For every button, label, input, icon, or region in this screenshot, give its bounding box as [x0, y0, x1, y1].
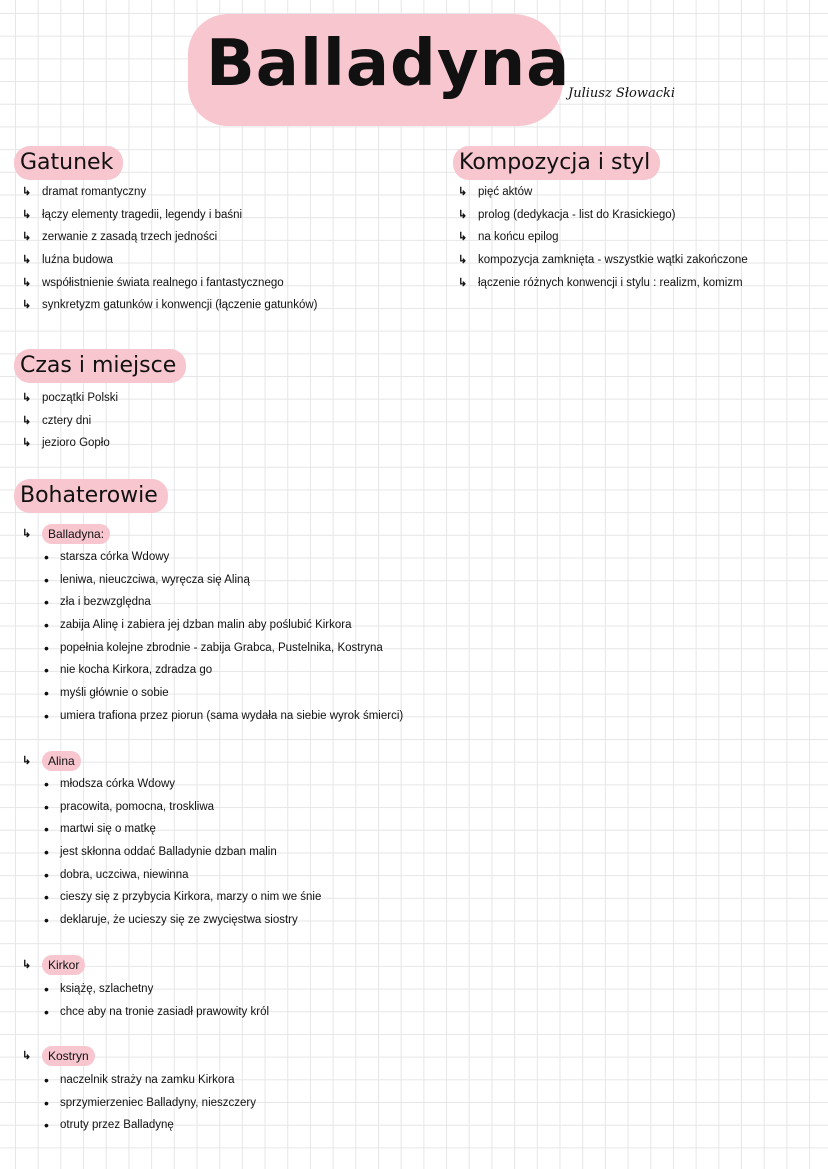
list-item: • leniwa, nieuczciwa, wyręcza się Aliną — [44, 569, 403, 592]
bullet-icon: • — [44, 639, 49, 656]
list-item: • myśli głównie o sobie — [44, 682, 403, 705]
bullet-icon: • — [44, 571, 49, 588]
arrow-icon: ↳ — [22, 299, 32, 312]
bullet-icon: • — [44, 617, 49, 634]
arrow-icon: ↳ — [22, 528, 32, 540]
arrow-icon: ↳ — [22, 414, 32, 427]
character-name: Kostryn — [42, 1046, 95, 1066]
list-item: • otruty przez Balladynę — [44, 1114, 256, 1137]
arrow-icon: ↳ — [22, 437, 32, 450]
bullet-icon: • — [44, 707, 49, 724]
list-item: • dobra, uczciwa, niewinna — [44, 864, 321, 887]
bullet-icon: • — [44, 1094, 49, 1111]
bullet-icon: • — [44, 912, 49, 929]
arrow-icon: ↳ — [458, 276, 468, 289]
page-title: Balladyna — [206, 27, 571, 101]
list-item: ↳ współistnienie świata realnego i fantastycznego — [22, 272, 317, 295]
list-item: ↳ początki Polski — [22, 387, 118, 410]
character-kostryn — [22, 1046, 95, 1066]
list-item: • młodsza córka Wdowy — [44, 773, 321, 796]
bullet-icon: • — [44, 662, 49, 679]
traits-balladyna — [44, 546, 403, 728]
list-item: • jest skłonna oddać Balladynie dzban malin — [44, 841, 321, 864]
list-item: ↳ prolog (dedykacja - list do Krasickiego) — [458, 204, 748, 227]
list-item: ↳ łączenie różnych konwencji i stylu : realizm, komizm — [458, 272, 748, 295]
bullet-icon: • — [44, 594, 49, 611]
traits-alina — [44, 773, 321, 932]
list-czas — [22, 387, 118, 455]
list-item: ↳ zerwanie z zasadą trzech jedności — [22, 226, 317, 249]
list-item: • naczelnik straży na zamku Kirkora — [44, 1069, 256, 1092]
arrow-icon: ↳ — [22, 276, 32, 289]
heading-czas: Czas i miejsce — [14, 349, 186, 383]
list-item: • książę, szlachetny — [44, 978, 269, 1001]
list-item: ↳ jezioro Gopło — [22, 432, 118, 455]
character-balladyna — [22, 524, 110, 544]
list-item: • martwi się o matkę — [44, 818, 321, 841]
bullet-icon: • — [44, 844, 49, 861]
arrow-icon: ↳ — [458, 186, 468, 198]
arrow-icon: ↳ — [458, 231, 468, 244]
character-name: Kirkor — [42, 955, 85, 975]
bullet-icon: • — [44, 889, 49, 906]
traits-kirkor — [44, 978, 269, 1023]
bullet-icon: • — [44, 1072, 49, 1088]
traits-kostryn — [44, 1069, 256, 1137]
arrow-icon: ↳ — [22, 254, 32, 267]
list-item: • pracowita, pomocna, troskliwa — [44, 796, 321, 819]
arrow-icon: ↳ — [458, 208, 468, 221]
character-name: Balladyna: — [42, 524, 110, 544]
list-item: • zła i bezwzględna — [44, 591, 403, 614]
bullet-icon: • — [44, 776, 49, 792]
list-item: • chce aby na tronie zasiadł prawowity król — [44, 1001, 269, 1024]
list-item: ↳ cztery dni — [22, 410, 118, 433]
list-item: ↳ luźna budowa — [22, 249, 317, 272]
list-kompozycja — [458, 181, 748, 294]
arrow-icon: ↳ — [22, 208, 32, 221]
bullet-icon: • — [44, 1003, 49, 1020]
bullet-icon: • — [44, 798, 49, 815]
author: Juliusz Słowacki — [568, 86, 676, 101]
list-item: • popełnia kolejne zbrodnie - zabija Grabca, Pustelnika, Kostryna — [44, 637, 403, 660]
character-alina — [22, 751, 81, 771]
arrow-icon: ↳ — [22, 1050, 32, 1062]
arrow-icon: ↳ — [22, 186, 32, 198]
heading-bohaterowie: Bohaterowie — [14, 479, 168, 513]
list-item: ↳ pięć aktów — [458, 181, 748, 204]
arrow-icon: ↳ — [22, 392, 32, 404]
bullet-icon: • — [44, 685, 49, 702]
title-block — [188, 8, 588, 112]
heading-kompozycja: Kompozycja i styl — [453, 146, 660, 180]
bullet-icon: • — [44, 549, 49, 565]
bullet-icon: • — [44, 981, 49, 997]
character-name: Alina — [42, 751, 81, 771]
bullet-icon: • — [44, 1117, 49, 1134]
list-item: • deklaruje, że ucieszy się ze zwycięstwa siostry — [44, 909, 321, 932]
list-item: • starsza córka Wdowy — [44, 546, 403, 569]
list-item: ↳ dramat romantyczny — [22, 181, 317, 204]
list-item: ↳ kompozycja zamknięta - wszystkie wątki zakończone — [458, 249, 748, 272]
bullet-icon: • — [44, 821, 49, 838]
heading-gatunek: Gatunek — [14, 146, 123, 180]
list-item: • nie kocha Kirkora, zdradza go — [44, 659, 403, 682]
list-item: • cieszy się z przybycia Kirkora, marzy o nim we śnie — [44, 886, 321, 909]
bullet-icon: • — [44, 866, 49, 883]
list-item: • umiera trafiona przez piorun (sama wydała na siebie wyrok śmierci) — [44, 705, 403, 728]
list-item: • sprzymierzeniec Balladyny, nieszczery — [44, 1092, 256, 1115]
arrow-icon: ↳ — [22, 755, 32, 767]
list-item: ↳ na końcu epilog — [458, 226, 748, 249]
character-kirkor — [22, 955, 85, 975]
arrow-icon: ↳ — [22, 959, 32, 971]
list-item: • zabija Alinę i zabiera jej dzban malin aby poślubić Kirkora — [44, 614, 403, 637]
list-item: ↳ łączy elementy tragedii, legendy i baśni — [22, 204, 317, 227]
arrow-icon: ↳ — [458, 254, 468, 267]
list-item: ↳ synkretyzm gatunków i konwencji (łączenie gatunków) — [22, 294, 317, 317]
arrow-icon: ↳ — [22, 231, 32, 244]
list-gatunek — [22, 181, 317, 317]
